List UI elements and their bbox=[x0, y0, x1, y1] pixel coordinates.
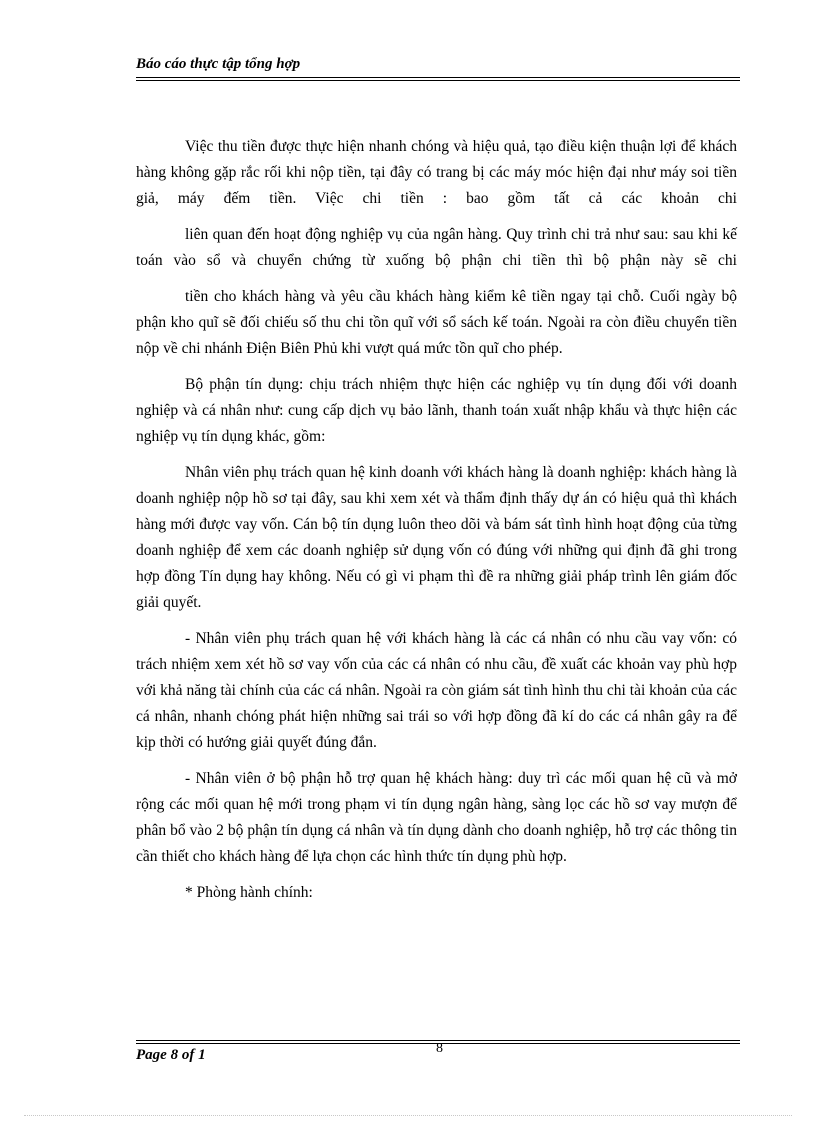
paragraph: * Phòng hành chính: bbox=[185, 884, 313, 901]
paragraph: Việc thu tiền được thực hiện nhanh chóng và hiệu quả, tạo điều kiện thuận lợi để khách hàng không gặp rắc rối khi nộp tiền, tại đây có trang bị các máy móc hiện đại như máy soi tiền giả, máy đếm tiền. Việc chi tiền : bao gồm tất cả các khoản chi bbox=[136, 138, 737, 207]
header-rule-bottom bbox=[136, 80, 740, 81]
header-rule-top bbox=[136, 77, 740, 78]
page-number: 8 bbox=[436, 1041, 443, 1056]
page-boundary-line bbox=[24, 1115, 792, 1116]
paragraph: Nhân viên phụ trách quan hệ kinh doanh với khách hàng là doanh nghiệp: khách hàng là doanh nghiệp nộp hồ sơ tại đây, sau khi xem xét và thẩm định thấy dự án có hiệu quả thì khách hàng mới được vay vốn. Cán bộ tín dụng luôn theo dõi và bám sát tình hình hoạt động của từng doanh nghiệp để xem các doanh nghiệp sử dụng vốn có đúng với những qui định đã ghi trong hợp đồng Tín dụng hay không. Nếu có gì vi phạm thì đề ra những giải pháp trình lên giám đốc giải quyết. bbox=[136, 464, 737, 611]
paragraph: - Nhân viên ở bộ phận hỗ trợ quan hệ khách hàng: duy trì các mối quan hệ cũ và mở rộng các mối quan hệ mới trong phạm vi tín dụng ngân hàng, sàng lọc các hồ sơ vay mượn để phân bổ vào 2 bộ phận tín dụng cá nhân và tín dụng dành cho doanh nghiệp, hỗ trợ các thông tin cần thiết cho khách hàng để lựa chọn các hình thức tín dụng phù hợp. bbox=[136, 770, 737, 865]
document-body bbox=[136, 134, 737, 906]
footer-page-label: Page 8 of 1 bbox=[136, 1047, 206, 1063]
paragraph: tiền cho khách hàng và yêu cầu khách hàng kiểm kê tiền ngay tại chỗ. Cuối ngày bộ phận kho quĩ sẽ đối chiếu số thu chi tồn quĩ với sổ sách kế toán. Ngoài ra còn điều chuyển tiền nộp về chi nhánh Điện Biên Phủ khi vượt quá mức tồn quĩ cho phép. bbox=[136, 288, 737, 357]
header-title: Báo cáo thực tập tổng hợp bbox=[136, 56, 301, 72]
paragraph: liên quan đến hoạt động nghiệp vụ của ngân hàng. Quy trình chi trả như sau: sau khi kế toán vào sổ và chuyển chứng từ xuống bộ phận chi tiền thì bộ phận này sẽ chi bbox=[136, 226, 737, 269]
paragraph: Bộ phận tín dụng: chịu trách nhiệm thực hiện các nghiệp vụ tín dụng đối với doanh nghiệp và cá nhân như: cung cấp dịch vụ bảo lãnh, thanh toán xuất nhập khẩu và thực hiện các nghiệp vụ tín dụng khác, gồm: bbox=[136, 376, 737, 445]
paragraph: - Nhân viên phụ trách quan hệ với khách hàng là các cá nhân có nhu cầu vay vốn: có trách nhiệm xem xét hồ sơ vay vốn của các cá nhân có nhu cầu, đề xuất các khoản vay phù hợp với khả năng tài chính của các cá nhân. Ngoài ra còn giám sát tình hình thu chi tài khoản của các cá nhân, nhanh chóng phát hiện những sai trái so với hợp đồng đã kí do các cá nhân gây ra để kịp thời có hướng giải quyết đúng đắn. bbox=[136, 630, 737, 751]
